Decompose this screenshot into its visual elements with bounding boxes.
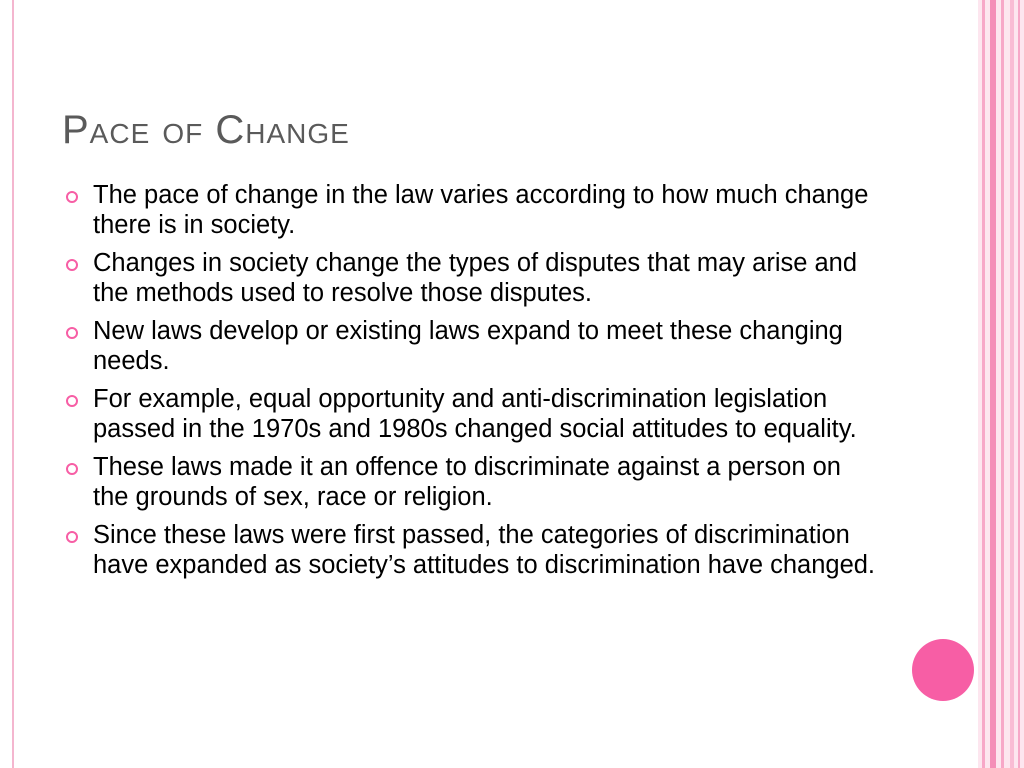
stripe-1 [982, 0, 985, 768]
bullet-text: The pace of change in the law varies according to how much change there is in society. [93, 181, 869, 239]
ring-bullet-icon [66, 463, 78, 475]
bullet-text: New laws develop or existing laws expand to meet these changing needs. [93, 317, 843, 375]
bullet-item [62, 384, 882, 444]
pink-circle-decoration [912, 639, 974, 701]
bullet-text: For example, equal opportunity and anti-discrimination legislation passed in the 1970s and 1980s changed social attitudes to equality. [93, 385, 857, 443]
ring-bullet-icon [66, 395, 78, 407]
bullet-list [62, 180, 882, 588]
bullet-text: Since these laws were first passed, the categories of discrimination have expanded as society’s attitudes to discrimination have changed. [93, 521, 876, 579]
slide-title: Pace of Change [62, 108, 350, 152]
bullet-item [62, 248, 882, 308]
bullet-item [62, 180, 882, 240]
ring-bullet-icon [66, 191, 78, 203]
bullet-text: Changes in society change the types of disputes that may arise and the methods used to resolve those disputes. [93, 249, 858, 307]
bullet-item [62, 520, 882, 580]
ring-bullet-icon [66, 531, 78, 543]
left-border-line [12, 0, 14, 768]
ring-bullet-icon [66, 259, 78, 271]
ring-bullet-icon [66, 327, 78, 339]
stripe-3 [1001, 0, 1004, 768]
stripe-5 [1018, 0, 1020, 768]
stripe-4 [1010, 0, 1014, 768]
stripe-2 [990, 0, 996, 768]
bullet-item [62, 316, 882, 376]
bullet-text: These laws made it an offence to discriminate against a person on the grounds of sex, race or religion. [93, 453, 841, 511]
bullet-item [62, 452, 882, 512]
